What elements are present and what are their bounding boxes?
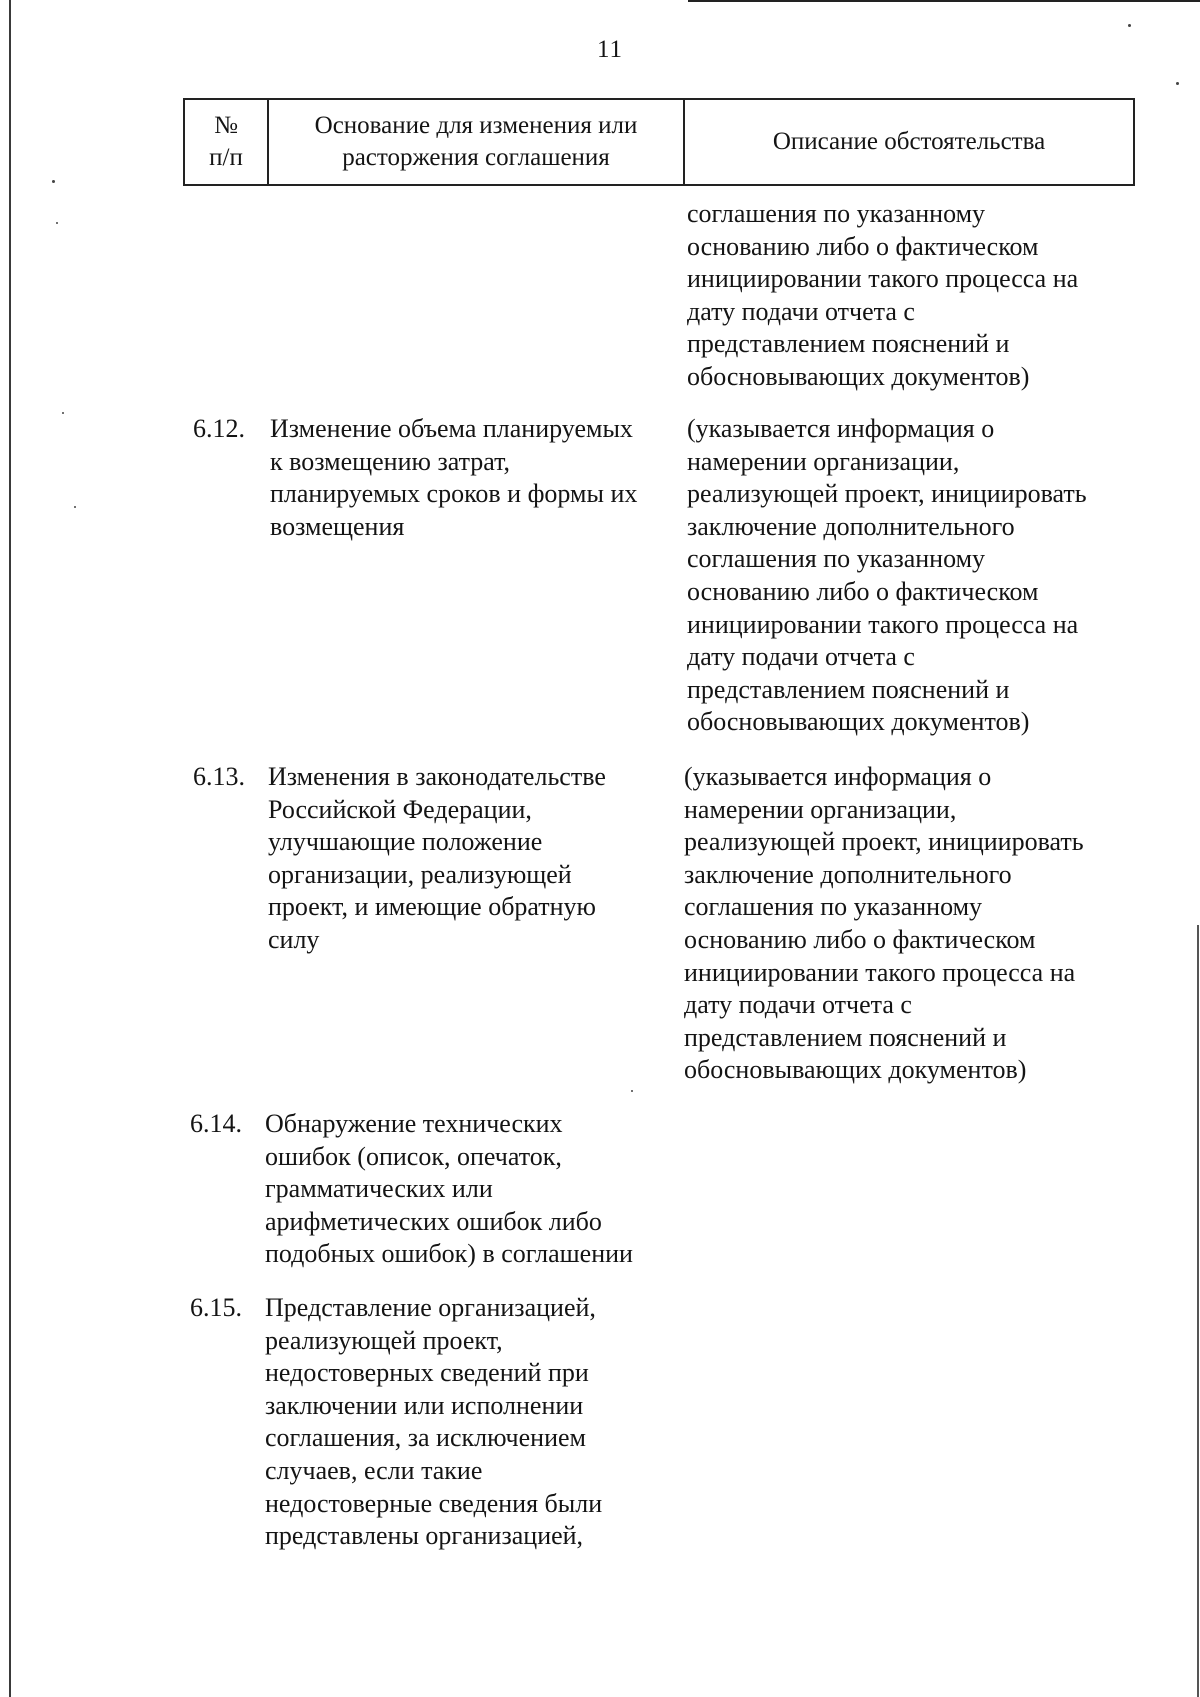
header-description: [685, 100, 1133, 184]
scan-speck: [1128, 24, 1131, 27]
row-number: 6.14.: [190, 1109, 242, 1138]
row-description: (указывается информация о намерении организации, реализующей проект, инициировать заключение дополнительного соглашения по указанному основанию либо о фактическом инициировании такого процесса на дату подачи отчета с представлением пояснений и обосновывающих документов): [684, 762, 1084, 1085]
page-number: 11: [596, 36, 624, 63]
header-basis: [269, 100, 685, 184]
header-description-label: Описание обстоятельства: [772, 128, 1046, 155]
row-number: 6.13.: [193, 762, 245, 791]
scan-speck: [56, 222, 58, 224]
row-number: 6.15.: [190, 1293, 242, 1322]
header-basis-label: Основание для изменения или расторжения соглашения: [314, 112, 638, 171]
header-number: [185, 100, 269, 184]
row-basis: Обнаружение технических ошибок (описок, опечаток, грамматических или арифметических ошибок либо подобных ошибок) в соглашении: [265, 1109, 633, 1269]
row-basis: Изменение объема планируемых к возмещению затрат, планируемых сроков и формы их возмещения: [270, 414, 638, 541]
scan-border-right: [1197, 925, 1199, 1697]
scan-speck: [74, 506, 76, 508]
scan-speck: [62, 412, 64, 414]
scan-speck: [1176, 82, 1179, 85]
scan-speck: [631, 1090, 633, 1092]
row-description: (указывается информация о намерении организации, реализующей проект, инициировать заключение дополнительного соглашения по указанному основанию либо о фактическом инициировании такого процесса на дату подачи отчета с представлением пояснений и обосновывающих документов): [687, 414, 1087, 737]
table-header: [183, 98, 1135, 186]
row-basis: Представление организацией, реализующей проект, недостоверных сведений при заключении или исполнении соглашения, за исключением случаев, если такие недостоверные сведения были представлены организацией,: [265, 1293, 603, 1551]
header-number-label: № п/п: [209, 112, 243, 171]
scan-border-top: [688, 0, 1200, 2]
continuation-description: соглашения по указанному основанию либо о фактическом инициировании такого процесса на дату подачи отчета с представлением пояснений и обосновывающих документов): [687, 199, 1079, 391]
scan-speck: [52, 180, 55, 183]
row-basis: Изменения в законодательстве Российской Федерации, улучшающие положение организации, реализующей проект, и имеющие обратную силу: [268, 762, 606, 954]
scan-border-left: [9, 0, 11, 1697]
row-number: 6.12.: [193, 414, 245, 443]
